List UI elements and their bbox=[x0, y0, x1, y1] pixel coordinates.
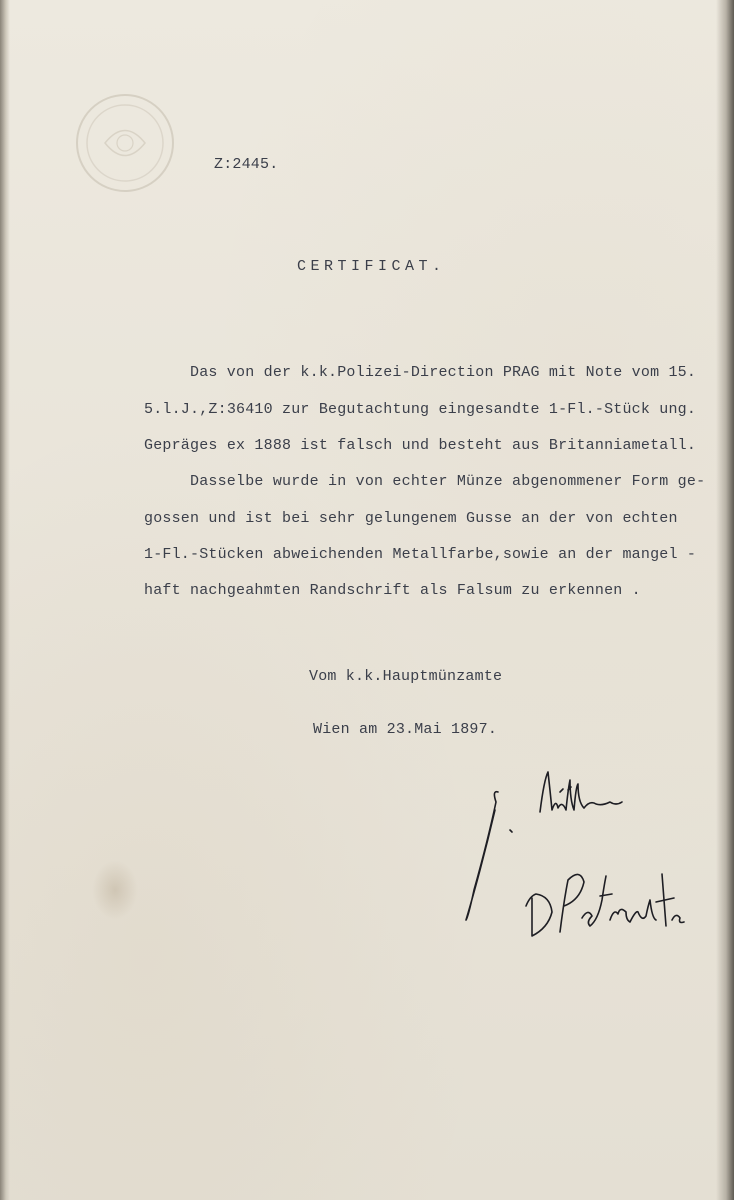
signature-1 bbox=[466, 792, 498, 920]
handwritten-signatures bbox=[440, 750, 700, 950]
issuing-office: Vom k.k.Hauptmünzamte bbox=[309, 668, 503, 685]
body-line: 5.l.J.,Z:36410 zur Begutachtung eingesandte 1-Fl.-Stück ung. bbox=[144, 401, 697, 418]
document-title: CERTIFICAT. bbox=[297, 258, 446, 275]
body-line: gossen und ist bei sehr gelungenem Gusse an der von echten bbox=[144, 510, 678, 527]
body-line: 1-Fl.-Stücken abweichenden Metallfarbe,sowie an der mangel - bbox=[144, 546, 697, 563]
paper-left-edge bbox=[0, 0, 10, 1200]
signature-2 bbox=[526, 894, 552, 936]
reference-number: Z:2445. bbox=[214, 156, 279, 173]
body-line: Dasselbe wurde in von echter Münze abgenommener Form ge- bbox=[190, 473, 706, 490]
paper-right-edge bbox=[716, 0, 734, 1200]
body-line: Gepräges ex 1888 ist falsch und besteht aus Britanniametall. bbox=[144, 437, 697, 454]
body-line: Das von der k.k.Polizei-Direction PRAG mit Note vom 15. bbox=[190, 364, 697, 381]
embossed-seal bbox=[70, 88, 180, 198]
place-and-date: Wien am 23.Mai 1897. bbox=[313, 721, 498, 738]
body-line: haft nachgeahmten Randschrift als Falsum zu erkennen . bbox=[144, 582, 641, 599]
paper-stain bbox=[92, 860, 138, 920]
